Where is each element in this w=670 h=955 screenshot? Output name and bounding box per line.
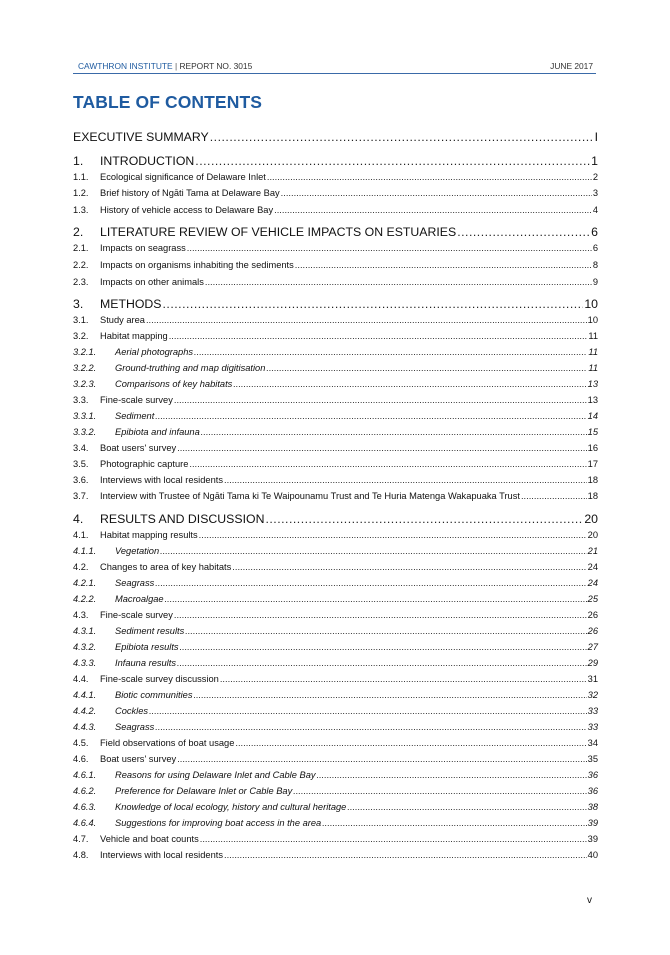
toc-entry-page: 33: [587, 722, 598, 732]
toc-entry-title: Macroalgae: [115, 594, 164, 604]
toc-dot-leader: [165, 594, 587, 604]
toc-entry-title: EXECUTIVE SUMMARY: [73, 130, 209, 144]
toc-entry-title: Sediment results: [115, 626, 185, 636]
toc-entry-title: METHODS: [100, 297, 162, 311]
toc-dot-leader: [267, 172, 592, 182]
toc-entry-number: 1.1.: [73, 172, 89, 182]
toc-dot-leader: [347, 802, 586, 812]
toc-entry-title: Ecological significance of Delaware Inlet: [100, 172, 266, 182]
toc-dot-leader: [187, 243, 592, 253]
toc-entry-number: 4.3.2.: [73, 642, 97, 652]
toc-entry[interactable]: [73, 512, 598, 528]
toc-entry-number: 4.4.3.: [73, 722, 97, 732]
toc-entry[interactable]: [73, 674, 598, 686]
toc-entry-title: Suggestions for improving boat access in the area: [115, 818, 322, 828]
header-report: REPORT NO. 3015: [179, 61, 253, 71]
toc-dot-leader: [155, 722, 586, 732]
toc-entry-page: 34: [587, 738, 598, 748]
toc-entry-number: 4.1.: [73, 530, 89, 540]
toc-entry[interactable]: [73, 491, 598, 503]
toc-dot-leader: [149, 706, 587, 716]
toc-entry-title: Aerial photographs: [115, 347, 194, 357]
toc-entry-page: 26: [587, 626, 598, 636]
toc-entry-page: 9: [592, 277, 598, 287]
toc-entry-title: Sediment: [115, 411, 155, 421]
toc-dot-leader: [163, 297, 584, 311]
toc-dot-leader: [205, 277, 592, 287]
toc-entry-number: 4.2.1.: [73, 578, 97, 588]
header-date: JUNE 2017: [550, 61, 593, 71]
toc-dot-leader: [233, 379, 586, 389]
toc-entry-title: Epibiota and infauna: [115, 427, 200, 437]
toc-entry[interactable]: [73, 738, 598, 750]
toc-entry[interactable]: [73, 243, 598, 255]
toc-entry-page: 29: [587, 658, 598, 668]
toc-entry-number: 3.3.1.: [73, 411, 97, 421]
toc-entry-number: 4.3.3.: [73, 658, 97, 668]
toc-entry-page: 10: [584, 297, 598, 311]
toc-dot-leader: [265, 512, 583, 526]
toc-entry-page: 18: [587, 491, 598, 501]
toc-entry-title: Field observations of boat usage: [100, 738, 235, 748]
toc-entry-number: 1.2.: [73, 188, 89, 198]
toc-entry[interactable]: [73, 690, 598, 702]
toc-entry-title: Boat users' survey: [100, 754, 177, 764]
toc-entry[interactable]: [73, 658, 598, 670]
toc-dot-leader: [274, 205, 592, 215]
toc-entry-title: Vehicle and boat counts: [100, 834, 199, 844]
toc-entry-title: Study area: [100, 315, 145, 325]
toc-entry-number: 4.4.1.: [73, 690, 97, 700]
toc-entry-page: 38: [587, 802, 598, 812]
toc-entry-title: Infauna results: [115, 658, 176, 668]
toc-entry-number: 4.6.1.: [73, 770, 97, 780]
toc-entry[interactable]: [73, 754, 598, 766]
toc-entry[interactable]: [73, 706, 598, 718]
toc-entry-number: 4.8.: [73, 850, 89, 860]
toc-entry-page: 11: [588, 331, 598, 341]
toc-entry[interactable]: [73, 347, 598, 359]
toc-entry-number: 4.5.: [73, 738, 89, 748]
toc-entry-page: 11: [588, 347, 598, 357]
toc-entry-title: Knowledge of local ecology, history and cultural heritage: [115, 802, 347, 812]
toc-entry-page: 1: [591, 154, 598, 168]
toc-dot-leader: [220, 674, 587, 684]
toc-dot-leader: [521, 491, 587, 501]
toc-entry-number: 3.6.: [73, 475, 89, 485]
toc-entry-number: 4.: [73, 512, 84, 526]
toc-dot-leader: [189, 459, 586, 469]
toc-dot-leader: [195, 154, 590, 168]
toc-dot-leader: [322, 818, 586, 828]
toc-entry-page: 21: [587, 546, 598, 556]
toc-entry-page: 18: [587, 475, 598, 485]
toc-entry-page: 3: [592, 188, 598, 198]
toc-entry-title: Habitat mapping results: [100, 530, 198, 540]
toc-entry-number: 2.1.: [73, 243, 89, 253]
toc-dot-leader: [155, 411, 586, 421]
toc-entry[interactable]: [73, 172, 598, 184]
toc-entry-title: Impacts on other animals: [100, 277, 204, 287]
toc-entry-title: Impacts on seagrass: [100, 243, 186, 253]
toc-entry-title: Reasons for using Delaware Inlet and Cable Bay: [115, 770, 316, 780]
toc-entry-title: Boat users' survey: [100, 443, 177, 453]
toc-entry[interactable]: [73, 427, 598, 439]
toc-entry-number: 4.4.: [73, 674, 89, 684]
toc-dot-leader: [224, 475, 587, 485]
toc-entry-title: Brief history of Ngāti Tama at Delaware Bay: [100, 188, 280, 198]
toc-entry-title: RESULTS AND DISCUSSION: [100, 512, 265, 526]
toc-entry[interactable]: [73, 562, 598, 574]
toc-entry-title: Biotic communities: [115, 690, 193, 700]
toc-entry-number: 4.3.1.: [73, 626, 97, 636]
toc-entry-page: 13: [587, 379, 598, 389]
page-title: TABLE OF CONTENTS: [73, 92, 263, 112]
toc-entry-page: 24: [587, 562, 598, 572]
toc-entry-number: 4.6.3.: [73, 802, 97, 812]
toc-entry-page: 27: [587, 642, 598, 652]
toc-entry-title: Photographic capture: [100, 459, 189, 469]
toc-entry[interactable]: [73, 610, 598, 622]
toc-entry-page: 10: [587, 315, 598, 325]
toc-entry-title: Interviews with local residents: [100, 850, 223, 860]
toc-entry[interactable]: [73, 786, 598, 798]
toc-dot-leader: [293, 786, 586, 796]
toc-entry-title: Interview with Trustee of Ngāti Tama ki Te Waipounamu Trust and Te Huria Matenga Wakapuaka Trust: [100, 491, 520, 501]
toc-entry-title: Comparisons of key habitats: [115, 379, 233, 389]
toc-entry-number: 3.3.2.: [73, 427, 97, 437]
toc-entry-number: 3.2.1.: [73, 347, 97, 357]
toc-entry-page: 13: [587, 395, 598, 405]
toc-dot-leader: [194, 347, 587, 357]
toc-entry-title: Interviews with local residents: [100, 475, 223, 485]
toc-entry-page: 20: [587, 530, 598, 540]
toc-entry[interactable]: [73, 277, 598, 289]
toc-entry[interactable]: [73, 130, 598, 146]
toc-entry[interactable]: [73, 260, 598, 272]
toc-entry[interactable]: [73, 546, 598, 558]
toc-dot-leader: [169, 331, 588, 341]
toc-dot-leader: [201, 427, 587, 437]
toc-entry-title: Impacts on organisms inhabiting the sediments: [100, 260, 294, 270]
toc-entry-title: INTRODUCTION: [100, 154, 195, 168]
toc-entry-number: 3.2.: [73, 331, 89, 341]
toc-entry-number: 3.2.2.: [73, 363, 97, 373]
toc-entry[interactable]: [73, 363, 598, 375]
toc-dot-leader: [174, 610, 587, 620]
toc-entry-title: Epibiota results: [115, 642, 179, 652]
toc-entry[interactable]: [73, 770, 598, 782]
toc-dot-leader: [174, 395, 587, 405]
toc-entry-title: Seagrass: [115, 578, 155, 588]
toc-entry-number: 3.7.: [73, 491, 89, 501]
header-org: CAWTHRON INSTITUTE: [78, 61, 173, 71]
toc-entry-number: 3.3.: [73, 395, 89, 405]
toc-entry-number: 3.1.: [73, 315, 89, 325]
toc-dot-leader: [224, 850, 587, 860]
toc-dot-leader: [235, 738, 586, 748]
toc-entry-page: 35: [587, 754, 598, 764]
toc-entry-page: 14: [587, 411, 598, 421]
toc-entry-page: 32: [587, 690, 598, 700]
toc-dot-leader: [194, 690, 587, 700]
toc-entry-title: Ground-truthing and map digitisation: [115, 363, 266, 373]
toc-entry-page: 36: [587, 770, 598, 780]
toc-dot-leader: [177, 658, 587, 668]
toc-dot-leader: [177, 443, 586, 453]
toc-entry-page: 16: [587, 443, 598, 453]
toc-dot-leader: [457, 225, 590, 239]
toc-entry-number: 4.2.: [73, 562, 89, 572]
toc-entry-title: Fine-scale survey: [100, 610, 173, 620]
toc-entry-number: 4.3.: [73, 610, 89, 620]
toc-entry-number: 4.2.2.: [73, 594, 97, 604]
toc-entry-page: 40: [587, 850, 598, 860]
toc-entry-page: 17: [587, 459, 598, 469]
toc-entry[interactable]: [73, 722, 598, 734]
toc-dot-leader: [146, 315, 587, 325]
toc-entry-number: 4.6.: [73, 754, 89, 764]
toc-entry[interactable]: [73, 459, 598, 471]
toc-dot-leader: [200, 834, 587, 844]
toc-entry-title: Habitat mapping: [100, 331, 168, 341]
toc-entry[interactable]: [73, 642, 598, 654]
toc-entry[interactable]: [73, 315, 598, 327]
toc-entry-title: LITERATURE REVIEW OF VEHICLE IMPACTS ON ESTUARIES: [100, 225, 457, 239]
toc-entry-number: 2.: [73, 225, 84, 239]
toc-entry[interactable]: [73, 443, 598, 455]
toc-entry[interactable]: [73, 530, 598, 542]
toc-dot-leader: [180, 642, 587, 652]
toc-entry-title: History of vehicle access to Delaware Bay: [100, 205, 274, 215]
toc-dot-leader: [160, 546, 587, 556]
toc-dot-leader: [177, 754, 586, 764]
toc-entry[interactable]: [73, 331, 598, 343]
toc-dot-leader: [199, 530, 587, 540]
toc-entry-page: 6: [591, 225, 598, 239]
header-left: [78, 61, 252, 71]
toc-dot-leader: [266, 363, 587, 373]
toc-entry-page: 11: [588, 363, 598, 373]
toc-dot-leader: [185, 626, 586, 636]
toc-entry-title: Fine-scale survey: [100, 395, 173, 405]
toc-entry[interactable]: [73, 395, 598, 407]
toc-entry-page: 39: [587, 818, 598, 828]
toc-entry-page: 31: [587, 674, 598, 684]
toc-entry-number: 4.6.2.: [73, 786, 97, 796]
toc-dot-leader: [155, 578, 586, 588]
page-number: v: [587, 895, 592, 906]
toc-entry[interactable]: [73, 594, 598, 606]
toc-entry-page: I: [594, 130, 598, 144]
toc-entry-number: 4.7.: [73, 834, 89, 844]
running-header: [73, 61, 596, 74]
toc-entry-title: Vegetation: [115, 546, 160, 556]
toc-entry[interactable]: [73, 411, 598, 423]
toc-entry-number: 1.3.: [73, 205, 89, 215]
toc-entry-page: 4: [592, 205, 598, 215]
toc-entry-page: 39: [587, 834, 598, 844]
toc-entry-page: 6: [592, 243, 598, 253]
toc-entry[interactable]: [73, 188, 598, 200]
toc-entry[interactable]: [73, 802, 598, 814]
toc-entry-number: 2.3.: [73, 277, 89, 287]
toc-entry[interactable]: [73, 626, 598, 638]
toc-entry-number: 3.5.: [73, 459, 89, 469]
toc-entry[interactable]: [73, 818, 598, 830]
toc-entry[interactable]: [73, 225, 598, 241]
toc-dot-leader: [210, 130, 594, 144]
toc-entry-page: 2: [592, 172, 598, 182]
toc-entry-page: 36: [587, 786, 598, 796]
toc-entry-number: 4.1.1.: [73, 546, 97, 556]
toc-entry[interactable]: [73, 834, 598, 846]
toc-entry-page: 24: [587, 578, 598, 588]
toc-dot-leader: [317, 770, 587, 780]
toc-entry[interactable]: [73, 154, 598, 170]
toc-entry-title: Preference for Delaware Inlet or Cable Bay: [115, 786, 293, 796]
toc-entry-title: Seagrass: [115, 722, 155, 732]
toc-entry-number: 2.2.: [73, 260, 89, 270]
toc-entry-page: 25: [587, 594, 598, 604]
toc-entry-number: 3.2.3.: [73, 379, 97, 389]
toc-entry[interactable]: [73, 578, 598, 590]
toc-entry-page: 26: [587, 610, 598, 620]
toc-entry-number: 1.: [73, 154, 84, 168]
toc-entry-page: 8: [592, 260, 598, 270]
toc-entry-number: 3.4.: [73, 443, 89, 453]
toc-entry[interactable]: [73, 850, 598, 862]
toc-entry-title: Fine-scale survey discussion: [100, 674, 219, 684]
toc-entry-page: 33: [587, 706, 598, 716]
toc-entry[interactable]: [73, 297, 598, 313]
toc-entry-number: 4.6.4.: [73, 818, 97, 828]
toc-dot-leader: [281, 188, 592, 198]
header-separator: |: [174, 61, 178, 71]
toc-entry[interactable]: [73, 205, 598, 217]
toc-entry[interactable]: [73, 379, 598, 391]
toc-dot-leader: [232, 562, 586, 572]
toc-entry-number: 3.: [73, 297, 84, 311]
toc-entry-page: 20: [584, 512, 598, 526]
toc-dot-leader: [295, 260, 592, 270]
toc-entry-title: Changes to area of key habitats: [100, 562, 232, 572]
toc-entry-title: Cockles: [115, 706, 149, 716]
toc-entry[interactable]: [73, 475, 598, 487]
toc-entry-page: 15: [587, 427, 598, 437]
toc-entry-number: 4.4.2.: [73, 706, 97, 716]
